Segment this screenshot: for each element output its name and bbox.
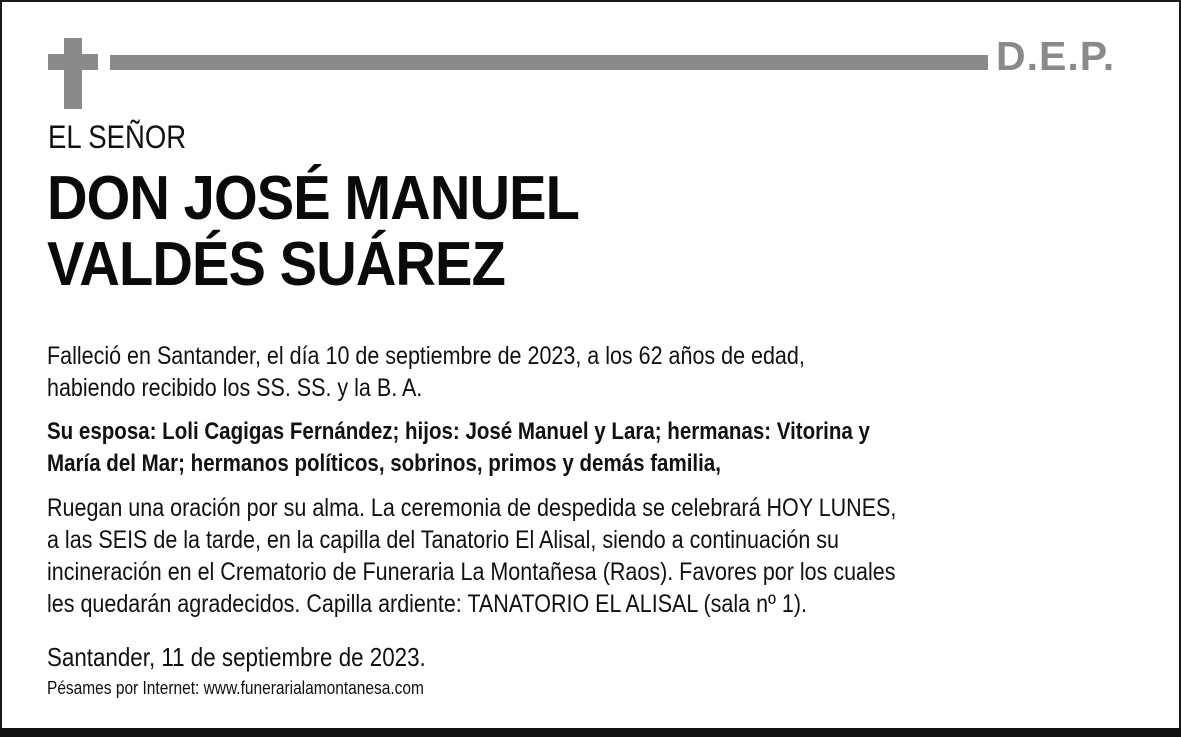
header-rule	[110, 55, 988, 70]
ceremony-line: Ruegan una oración por su alma. La ceremonia de despedida se celebrará HOY LUNES,	[47, 494, 897, 522]
death-line: habiendo recibido los SS. SS. y la B. A.	[47, 374, 423, 402]
family-paragraph	[47, 416, 870, 480]
death-line: Falleció en Santander, el día 10 de septiembre de 2023, a los 62 años de edad,	[47, 342, 805, 370]
honorific: EL SEÑOR	[48, 119, 187, 155]
name-line-1: DON JOSÉ MANUEL	[47, 164, 579, 233]
deceased-name	[47, 166, 579, 298]
death-paragraph	[47, 340, 805, 404]
family-line: María del Mar; hermanos políticos, sobrinos, primos y demás familia,	[47, 450, 721, 477]
ceremony-paragraph	[47, 492, 896, 620]
cross-icon	[48, 38, 98, 109]
bottom-bar	[0, 728, 1181, 737]
condolences-link[interactable]: Pésames por Internet: www.funerarialamontanesa.com	[47, 678, 424, 698]
ceremony-line: les quedarán agradecidos. Capilla ardiente: TANATORIO EL ALISAL (sala nº 1).	[47, 590, 807, 618]
name-line-2: VALDÉS SUÁREZ	[47, 230, 505, 299]
dep-label: D.E.P.	[996, 33, 1116, 79]
ceremony-line: incineración en el Crematorio de Funeraria La Montañesa (Raos). Favores por los cuales	[47, 558, 896, 586]
family-line: Su esposa: Loli Cagigas Fernández; hijos: José Manuel y Lara; hermanas: Vitorina y	[47, 418, 870, 445]
ceremony-line: a las SEIS de la tarde, en la capilla del Tanatorio El Alisal, siendo a continuación su	[47, 526, 840, 554]
place-date: Santander, 11 de septiembre de 2023.	[47, 642, 426, 672]
